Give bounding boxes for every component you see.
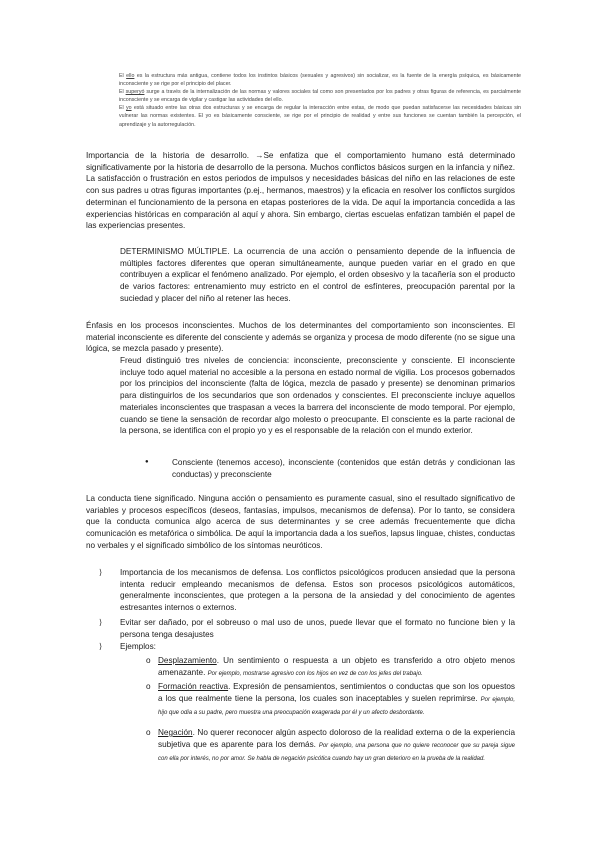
sub-bullet-marker: o [146, 656, 151, 665]
term-ello: ello [126, 73, 135, 79]
definition-ello: El ello es la estructura más antigua, contiene todos los instintos básicos (sexuales y agresivos) sin socializar, es la fuente de la energía psíquica, es básicamente inconsciente y se rige por el principio del placer. [119, 73, 521, 88]
definition-yo: El yo está situado entre las otras dos estructuras y se encarga de regular la interacción entre estas, de modo que puedan satisfacerse las necesidades básicas sin vulnerar las normas existentes. El yo es básicamente consciente, se rige por el principio de realidad y entre sus funciones se cuentan también la percepción, el aprendizaje y la autorregulación. [119, 105, 521, 128]
arrow-item-text: Ejemplos: [120, 642, 156, 651]
term-yo: yo [125, 105, 132, 112]
sub-bullet-marker: o [146, 682, 151, 691]
arrow-item-mecanismos [120, 567, 515, 614]
paragraph-enfasis-text: Énfasis en los procesos inconscientes. Muchos de los determinantes del comportamiento son inconscientes. El material inconsciente es diferente del consciente y además se organiza y procesa de modo diferente (no se sigue una lógica, se mezcla pasado y presente). [86, 321, 515, 354]
paragraph-enfasis [86, 320, 515, 355]
arrow-item-ejemplos [120, 641, 515, 653]
term-superyo: superyó [125, 89, 145, 96]
paragraph-freud [120, 355, 515, 437]
bullet-dot: ● [145, 459, 149, 465]
sub-bullet-marker: o [146, 728, 151, 737]
arrow-item-text: Evitar ser dañado, por el sobreuso o mal uso de unos, puede llevar que el formato no funcione bien y la persona tenga desajustes [120, 618, 515, 639]
bullet-consciente-text: Consciente (tenemos acceso), inconsciente (contenidos que están detrás y condicionan las conductas) y preconsciente [172, 458, 515, 479]
example-text: . Expresión de pensamientos, sentimientos o conductas que son los opuestos a los que realmente tiene la persona, los cuales son inaceptables y suelen reprimirse. [158, 682, 515, 703]
example-italic: Por ejemplo, mostrarse agresivo con los hijos en vez de con los jefes del trabajo. [207, 670, 423, 677]
example-text: . No querer reconocer algún aspecto doloroso de la realidad externa o de la experiencia subjetiva que es aparente para los demás. [158, 728, 515, 749]
example-text: . Un sentimiento o respuesta a un objeto es transferido a otro objeto menos amenazante. [158, 656, 515, 677]
example-negacion [158, 727, 515, 766]
example-formacion-reactiva [158, 681, 515, 720]
bullet-consciente [172, 457, 515, 480]
definition-superyo: El superyó surge a través de la internalización de las normas y valores sociales tal como son presentados por los padres y otras figuras de referencia, es parcialmente inconsciente y se encarga de vigilar y castigar las actividades del ello. [119, 89, 521, 104]
paragraph-determinismo-text: DETERMINISMO MÚLTIPLE. La ocurrencia de una acción o pensamiento depende de la influencia de múltiples factores diferentes que operan simultáneamente, aunque pueden variar en el grado en que contribuyen a explicar el fenómeno analizado. Por ejemplo, el orden obsesivo y la tacañería son el producto de varios factores: entrenamiento muy estricto en el control de esfínteres, preocupación parental por la suciedad y placer del niño al retener las heces. [120, 247, 515, 303]
definition-superyo-text: surge a través de la internalización de las normas y valores sociales tal como son presentados por los padres y otras figuras de referencia, es parcialmente inconsciente y se encarga de vigilar y castigar las actividades del ello. [119, 89, 521, 104]
example-italic: Por ejemplo, hijo que odia a su padre, pero muestra una preocupación exagerada por él y un afecto desbordante. [158, 696, 516, 717]
paragraph-conducta [86, 493, 515, 552]
example-desplazamiento [158, 655, 515, 680]
definition-ello-text: es la estructura más antigua, contiene todos los instintos básicos (sexuales y agresivos) sin socializar, es la fuente de la energía psíquica, es básicamente inconsciente y se rige por el principio del placer. [119, 73, 521, 88]
definition-yo-text: está situado entre las otras dos estructuras y se encarga de regular la interacción entre estas, de modo que puedan satisfacerse las necesidades básicas sin vulnerar las normas existentes. El yo es básicamente consciente, se rige por el principio de realidad y entre sus funciones se cuentan también la percepción, el aprendizaje y la autorregulación. [119, 105, 521, 128]
paragraph-historia-text: Importancia de la historia de desarrollo. →Se enfatiza que el comportamiento humano está determinado significativamente por la historia de desarrollo de la persona. Muchos conflictos básicos surgen en la infancia y niñez. La satisfacción o frustración en estos periodos de impulsos y necesidades básicas del niño en las relaciones de este con sus padres u otras figuras importantes (p.ej., hermanos, maestros) y la eficacia en resolver los conflictos surgidos determinan el funcionamiento de la persona en etapas posteriores de la vida. De aquí la importancia concedida a las experiencias históricas en comparación al aquí y ahora. Sin embargo, ciertas escuelas enfatizan también el papel de las experiencias presentes. [86, 151, 515, 231]
example-term: Formación reactiva [158, 682, 229, 691]
arrow-marker: ⟩ [99, 618, 103, 627]
arrow-marker: ⟩ [99, 568, 103, 577]
example-italic: Por ejemplo, una persona que no quiere reconocer que su pareja sigue con ella por interés, no por amor. Se habla de negación psicótica cuando hay un gran deterioro en la prueba de la realidad. [158, 742, 515, 763]
paragraph-freud-text: Freud distinguió tres niveles de conciencia: inconsciente, preconsciente y consciente. El inconsciente incluye todo aquel material no accesible a la persona en estado normal de vigilia. Los procesos gobernados por los principios del inconsciente (falta de lógica, mezcla de pasado y presente) se denominan primarios para distinguirlos de los secundarios que son ordenados y conscientes. El preconsciente incluye aquellos materiales inconscientes que traspasan a veces la barrera del inconsciente de modo temporal. Por ejemplo, cuando se tiene la sensación de recordar algo molesto o preocupante. El consciente es la parte racional de la persona, se identifica con el propio yo y es el responsable de la relación con el mundo exterior. [120, 356, 515, 436]
paragraph-determinismo [120, 246, 515, 305]
definitions-block [119, 72, 521, 129]
arrow-item-text: Importancia de los mecanismos de defensa. Los conflictos psicológicos producen ansiedad que la persona intenta reducir empleando mecanismos de defensa. Estos son procesos psicológicos automáticos, generalmente inconscientes, que protegen a la persona de la ansiedad y del conocimiento de agentes estresantes internos o externos. [120, 568, 515, 613]
paragraph-historia [86, 150, 515, 232]
example-term: Desplazamiento [158, 656, 217, 665]
arrow-item-evitar [120, 617, 515, 640]
arrow-marker: ⟩ [99, 642, 103, 651]
example-term: Negación [158, 728, 193, 737]
paragraph-conducta-text: La conducta tiene significado. Ninguna acción o pensamiento es puramente casual, sino el resultado significativo de variables y procesos específicos (deseos, fantasías, impulsos, mecanismos de defensa). Por lo tanto, se considera que la conducta comunica algo acerca de sus determinantes y se cree además frecuentemente que dicha comunicación es metafórica o simbólica. De aquí la importancia dada a los sueños, lapsus linguae, chistes, conductas no verbales y el significado simbólico de los síntomas neuróticos. [86, 494, 515, 550]
